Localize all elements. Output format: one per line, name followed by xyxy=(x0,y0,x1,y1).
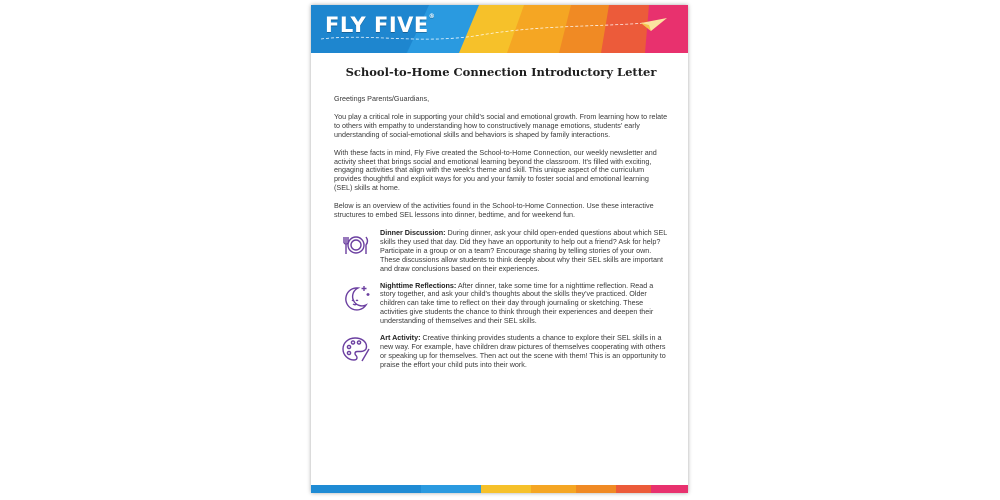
activity-text: During dinner, ask your child open-ended questions about which SEL skills they used that day. Did they have an opportunity to help out a friend? Ask for help? Participate in a group or on a team? Encourage sharing by telling stories of your own. These discussions allow students to think deeply about why their SEL skills are important and draw conclusions based on their experiences. xyxy=(380,227,667,273)
letter-title: School-to-Home Connection Introductory Letter xyxy=(345,65,657,79)
moon-stars-icon xyxy=(340,282,372,314)
letter-page xyxy=(311,5,688,493)
activity-art xyxy=(334,334,668,370)
activity-heading: Art Activity: xyxy=(380,333,421,343)
paint-palette-icon xyxy=(340,334,372,366)
header-banner xyxy=(311,5,688,53)
activity-text: Creative thinking provides students a chance to explore their SEL skills in a new way. For example, have children draw pictures of themselves cooperating with others or speaking up for themselves. Then act out the scene with them! This is an opportunity to praise the effort your child puts into their work. xyxy=(380,333,666,369)
letter-content xyxy=(334,63,668,378)
greeting: Greetings Parents/Guardians, xyxy=(334,94,430,103)
footer-stripe xyxy=(311,485,688,493)
logo-trademark: ® xyxy=(428,13,436,20)
activity-heading: Dinner Discussion: xyxy=(380,227,446,237)
fly-five-logo xyxy=(325,13,435,37)
activity-dinner-discussion xyxy=(334,229,668,274)
paragraph-facts: With these facts in mind, Fly Five created the School-to-Home Connection, our weekly newsletter and activity sheet that brings social and emotional learning beyond the classroom. It's filled with exciting, engaging activities that align with the week's theme and skill. This unique aspect of the curriculum provides thoughtful and explicit ways for you and your family to foster social and emotional learning (SEL) skills at home. xyxy=(334,147,657,193)
activity-heading: Nighttime Reflections: xyxy=(380,280,457,290)
activity-nighttime-reflections xyxy=(334,282,668,327)
logo-text: FLY FIVE xyxy=(325,13,429,37)
activity-text: After dinner, take some time for a nighttime reflection. Read a story together, and ask your child's thoughts about the skills they've practiced. Older children can take time to reflect on their day through journaling or sketching. These activities give students the chance to think through their experiences and deepen their understanding of themselves and their SEL skills. xyxy=(380,280,654,326)
dinner-plate-icon xyxy=(340,229,372,261)
paragraph-overview: Below is an overview of the activities found in the School-to-Home Connection. Use these interactive structures to embed SEL lessons into dinner, bedtime, and for weekend fun. xyxy=(334,201,654,220)
paragraph-intro: You play a critical role in supporting your child's social and emotional growth. From learning how to relate to others with empathy to understanding how to constructively manage emotions, students' early understanding of social-emotional skills and behaviors is shaped by family interactions. xyxy=(334,111,668,139)
